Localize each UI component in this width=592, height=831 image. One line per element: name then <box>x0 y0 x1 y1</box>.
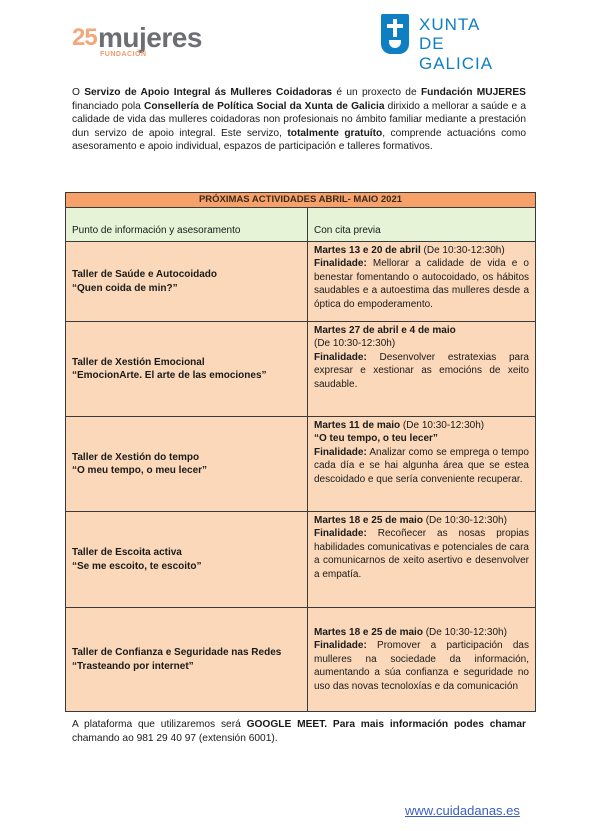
xunta-de-galicia-logo <box>381 14 521 73</box>
xunta-emblem-icon <box>381 14 409 54</box>
workshop-goal: Recoñecer as nosas propias habilidades comunicativas e potenciales de cara a comunicarnos de xeito asertivo e desenvolver a empatía. <box>314 528 529 580</box>
workshop-name-cell <box>66 242 308 322</box>
workshop-date: Martes 27 de abril e 4 de maio <box>314 325 456 336</box>
workshop-name: Taller de Saúde e Autocoidado <box>72 269 218 281</box>
workshop-date: Martes 18 e 25 de maio <box>314 515 423 526</box>
workshop-name-cell <box>66 608 308 712</box>
logo-word: mujeres <box>98 22 202 53</box>
workshop-subtitle: “Se me escoito, te escoito” <box>72 560 202 572</box>
workshop-goal: Analizar como se emprega o tempo cada día e se hai algunha área que se estea descoidado e que sería conveniente recuperar. <box>314 446 529 485</box>
logo-number: 25 <box>72 24 97 51</box>
table-header-row <box>66 208 536 242</box>
table-row <box>66 322 536 417</box>
workshop-time: (De 10:30-12:30h) <box>422 626 507 638</box>
table-row <box>66 608 536 712</box>
workshop-details-cell <box>308 322 536 417</box>
finalidade-label: Finalidade: <box>314 528 367 540</box>
workshop-subtitle: “EmocionArte. El arte de las emociones” <box>72 370 267 381</box>
workshop-details-cell <box>308 512 536 608</box>
workshop-name: Taller de Escoita activa <box>72 547 182 559</box>
xunta-logo-line2: DE GALICIA <box>419 34 494 73</box>
table-title: PRÓXIMAS ACTIVIDADES ABRIL- MAIO 2021 <box>66 193 536 208</box>
workshop-name-cell <box>66 322 308 417</box>
finalidade-label: Finalidade: <box>314 446 367 458</box>
intro-paragraph: O Servizo de Apoio Integral ás Mulleres Coidadoras é un proxecto de Fundación MUJERES financiado pola Consellería de Política Social da Xunta de Galicia dirixido a mellorar a saúde e a calidade de vida das mulleres coidadoras non profesionais no ámbito familiar mediante a prestación dun servizo de apoio integral. Este servizo, totalmente gratuíto, comprende actuacións como asesoramento e apoio individual, espazos de participación e talleres formativos. <box>72 87 527 153</box>
page-header <box>0 0 592 73</box>
workshop-goal: Promover a participación das mulleres na sociedade da información, aumentando a súa confianza e seguridade no uso das novas tecnoloxías e da comunicación <box>314 640 529 692</box>
finalidade-label: Finalidade: <box>314 640 367 652</box>
workshop-date: Martes 18 e 25 de maio <box>314 626 423 638</box>
workshop-date: Martes 11 de maio <box>314 420 401 431</box>
workshop-goal: Mellorar a calidade de vida e o benestar fomentando o autocoidado, os hábitos saudables e a autoestima das mulleres desde a óptica do empoderamento. <box>314 258 529 310</box>
workshop-goal: Desenvolver estratexias para expresar e xestionar as emocións de xeito saudable. <box>314 351 529 390</box>
workshop-details-cell <box>308 242 536 322</box>
xunta-logo-line1: XUNTA <box>419 15 481 34</box>
workshop-name-cell <box>66 417 308 512</box>
table-row <box>66 512 536 608</box>
workshop-date: Martes 13 e 20 de abril <box>314 245 421 256</box>
workshop-name-cell <box>66 512 308 608</box>
finalidade-label: Finalidade: <box>314 258 367 270</box>
workshop-details-cell <box>308 417 536 512</box>
header-left: Punto de información y asesoramento <box>66 208 308 242</box>
table-row <box>66 242 536 322</box>
workshop-name: Taller de Xestión do tempo <box>72 451 200 463</box>
footer-paragraph: A plataforma que utilizaremos será GOOGLE MEET. Para mais información podes chamar chamando ao 981 29 40 97 (extensión 6001). <box>72 719 526 744</box>
workshop-subtitle: “Quen coida de min?” <box>72 282 178 294</box>
workshop-time: (De 10:30-12:30h) <box>314 338 396 350</box>
activities-table <box>65 192 536 712</box>
workshop-subtitle: “O meu tempo, o meu lecer” <box>72 465 208 476</box>
workshop-time: (De 10:30-12:30h) <box>420 245 505 256</box>
fundacion-mujeres-logo <box>72 22 252 62</box>
table-row <box>66 417 536 512</box>
workshop-subtitle: “Trasteando por internet” <box>72 660 194 672</box>
website-link[interactable]: www.cuidadanas.es <box>405 803 520 818</box>
workshop-quote: “O teu tempo, o teu lecer” <box>314 433 438 445</box>
logo-subtitle: FUNDACIÓN <box>100 51 147 58</box>
workshop-name: Taller de Xestión Emocional <box>72 356 205 368</box>
workshop-name: Taller de Confianza e Seguridade nas Redes <box>72 647 282 659</box>
finalidade-label: Finalidade: <box>314 351 367 363</box>
workshop-time: (De 10:30-12:30h) <box>422 515 507 526</box>
workshop-time: (De 10:30-12:30h) <box>400 420 485 431</box>
workshop-details-cell <box>308 608 536 712</box>
table-title-row <box>66 193 536 208</box>
header-right: Con cita previa <box>308 208 536 242</box>
